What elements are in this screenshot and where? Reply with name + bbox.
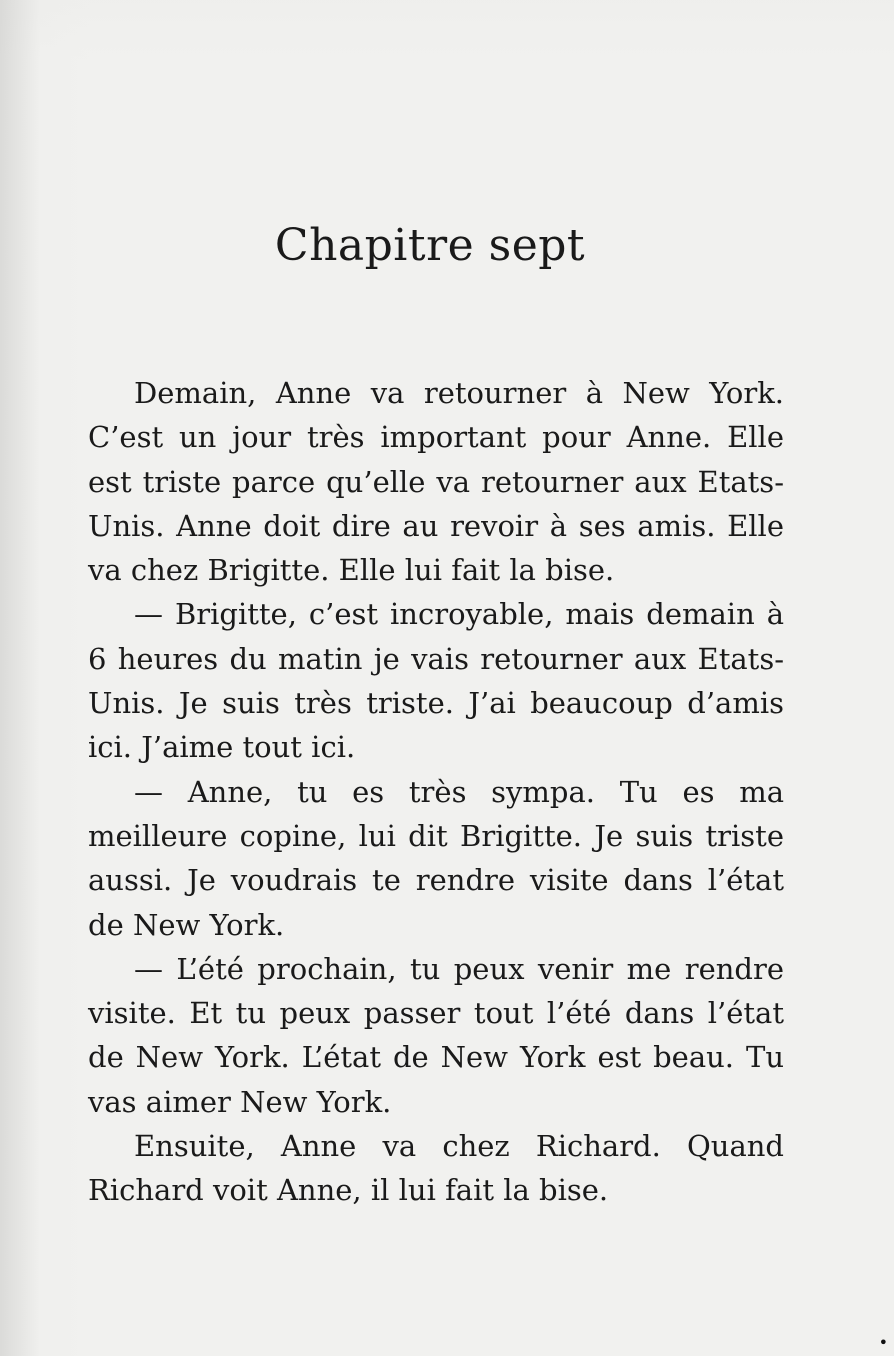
paragraph: Demain, Anne va retourner à New York. C’est un jour très important pour Anne. Elle est triste parce qu’elle va retourner aux Etats-Unis. Anne doit dire au revoir à ses amis. Elle va chez Brigitte. Elle lui fait la bise. <box>88 376 784 588</box>
paragraph: — Anne, tu es très sympa. Tu es ma meilleure copine, lui dit Brigitte. Je suis triste aussi. Je voudrais te rendre visite dans l’état de New York. <box>88 774 784 942</box>
paragraph: — L’été prochain, tu peux venir me rendre visite. Et tu peux passer tout l’été dans l’état de New York. L’état de New York est beau. Tu vas aimer New York. <box>88 951 784 1119</box>
paragraph: — Brigitte, c’est incroyable, mais demain à 6 heures du matin je vais retourner aux Etats-Unis. Je suis très triste. J’ai beaucoup d’amis ici. J’aime tout ici. <box>88 597 784 765</box>
chapter-body <box>88 371 784 1213</box>
scan-speck: • <box>878 1333 888 1352</box>
paragraph: Ensuite, Anne va chez Richard. Quand Richard voit Anne, il lui fait la bise. <box>88 1129 784 1208</box>
chapter-title: Chapitre sept <box>274 220 586 271</box>
